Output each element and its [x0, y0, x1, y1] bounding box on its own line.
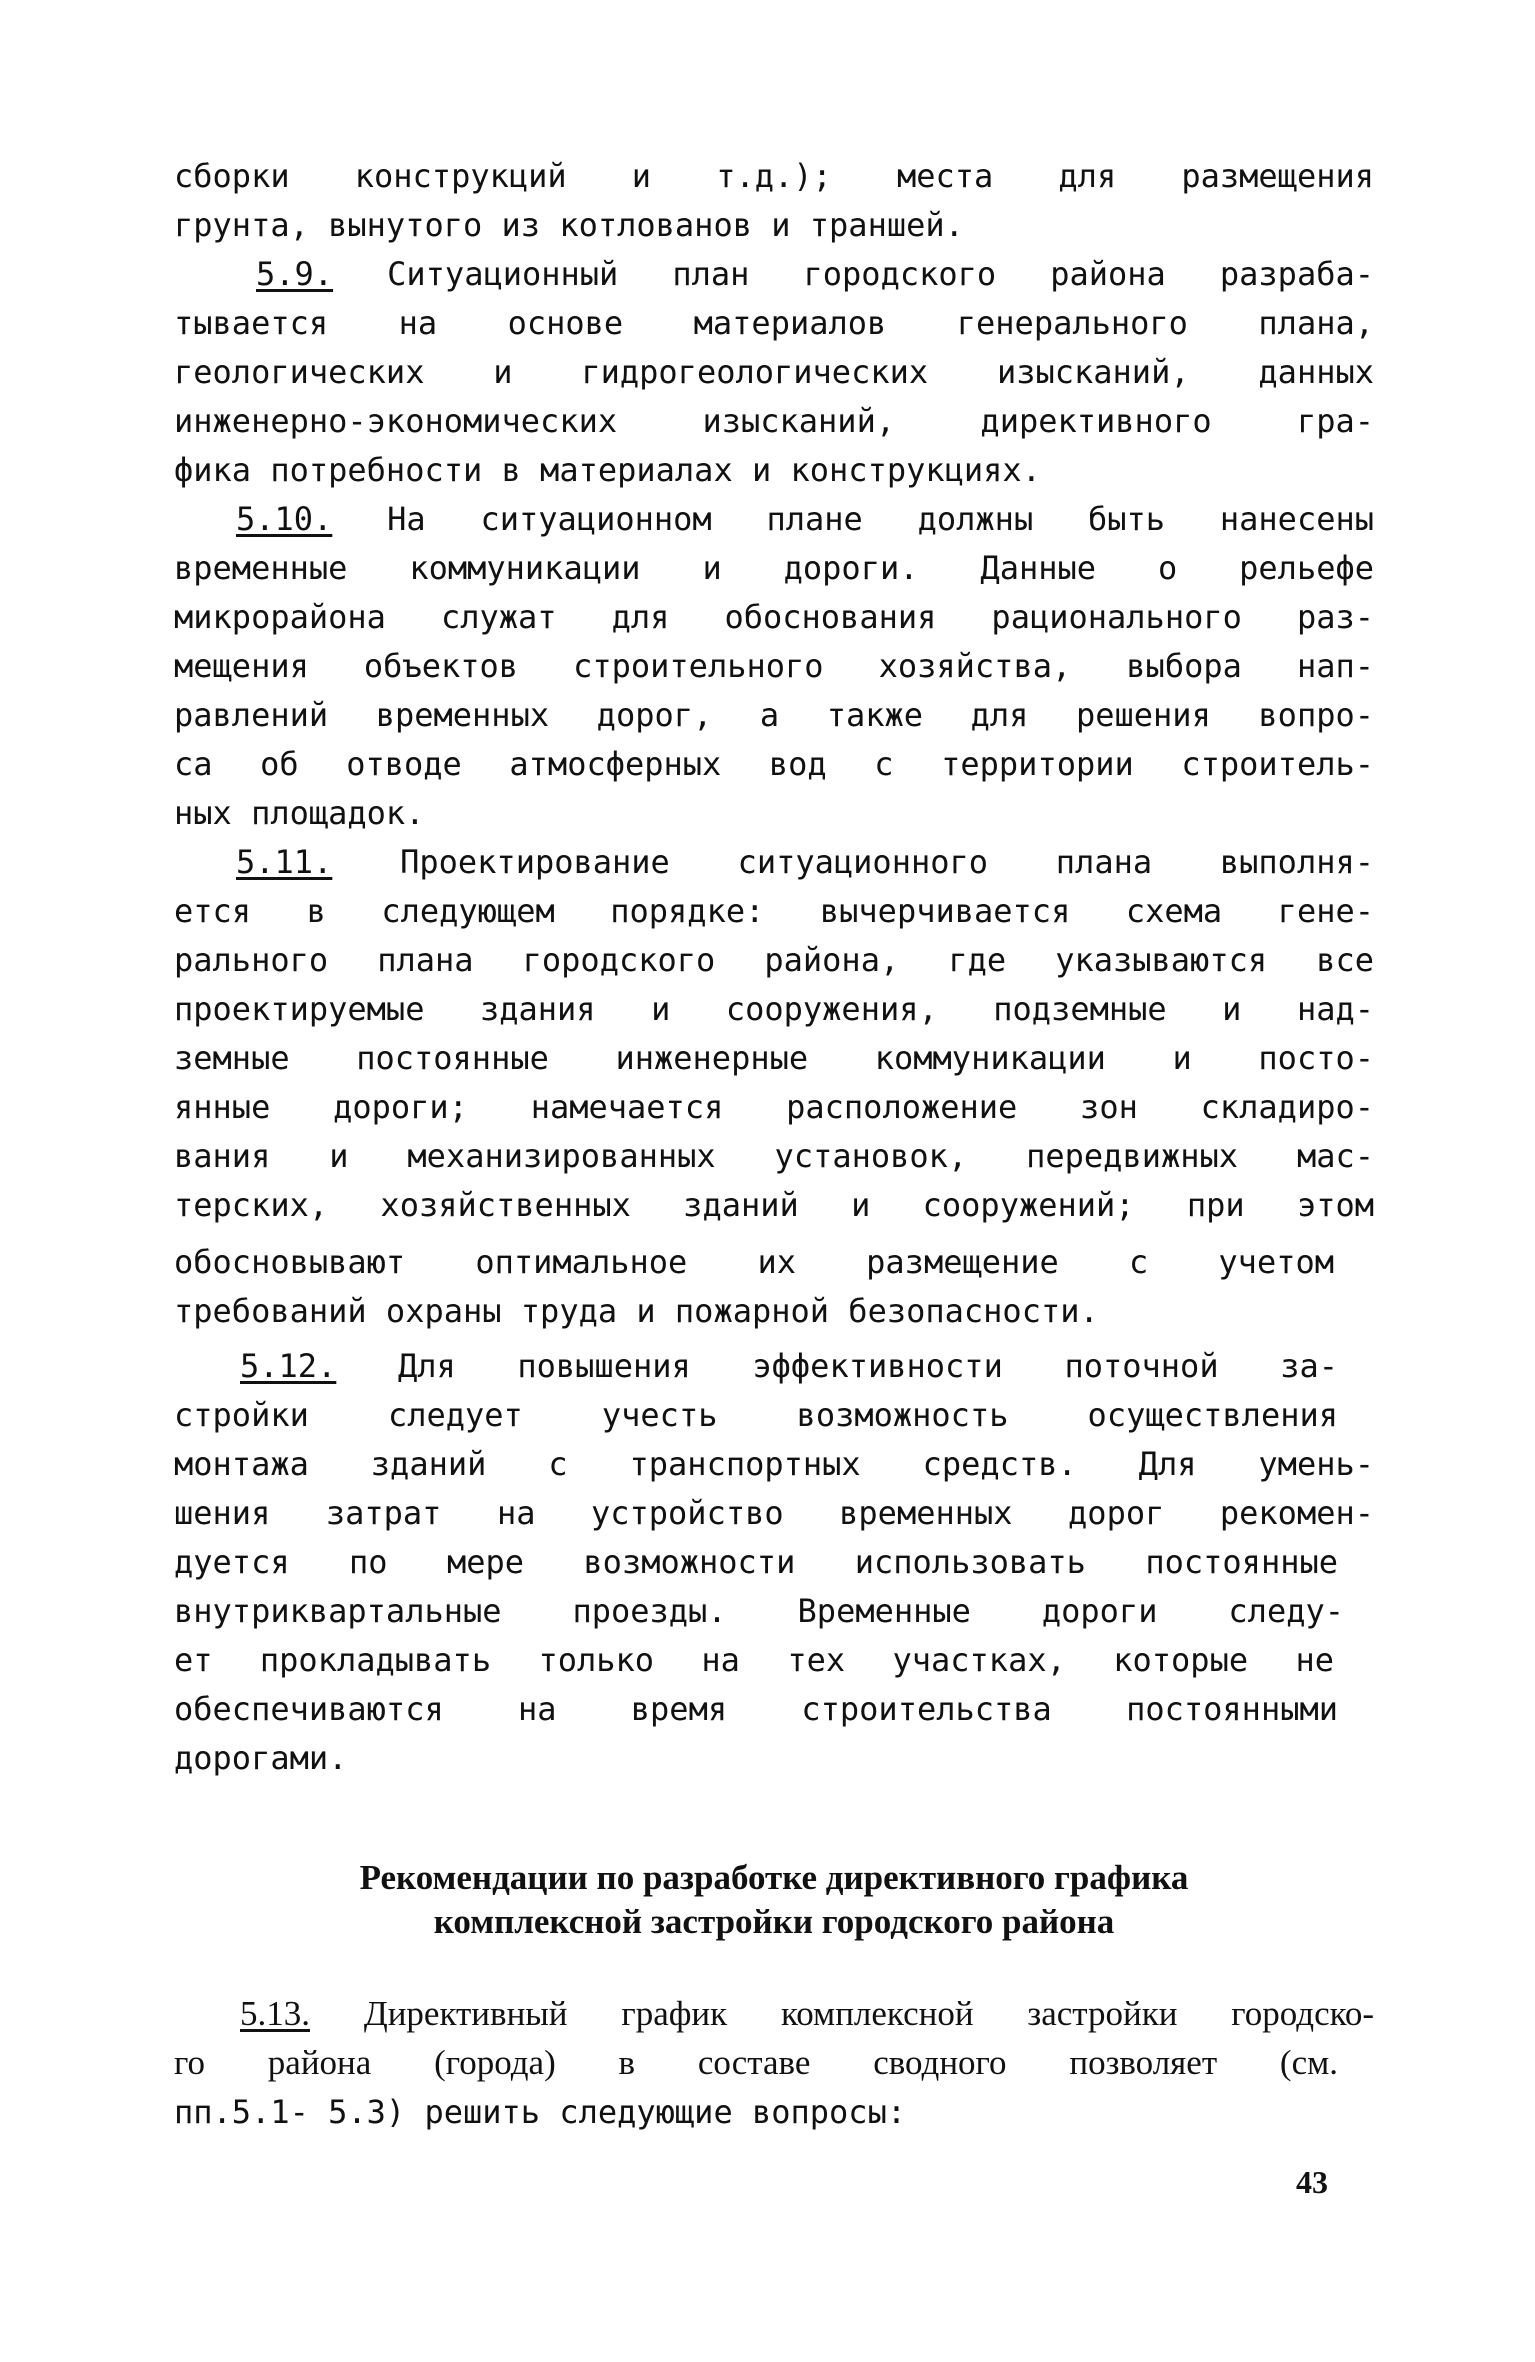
- paragraph-number: 5.12.: [240, 1347, 337, 1385]
- text-line: геологических и гидрогеологических изысканий, данных: [174, 353, 1374, 391]
- text-line: монтажа зданий с транспортных средств. Для умень-: [174, 1445, 1374, 1483]
- text-line: терских, хозяйственных зданий и сооружений; при этом: [174, 1186, 1374, 1224]
- text-line: вания и механизированных установок, передвижных мас-: [174, 1137, 1374, 1175]
- text-line: обосновывают оптимальное их размещение с учетом: [174, 1243, 1334, 1281]
- paragraph-5-9-first-line: 5.9. Ситуационный план городского района разраба-: [256, 255, 1374, 293]
- text-line: сборки конструкций и т.д.); места для размещения: [174, 157, 1374, 195]
- page-number: 43: [1296, 2164, 1328, 2200]
- text-line: земные постоянные инженерные коммуникации и посто-: [174, 1039, 1374, 1077]
- text-line: дуется по мере возможности использовать постоянные: [174, 1543, 1338, 1581]
- paragraph-5-10-first-line: 5.10. На ситуационном плане должны быть нанесены: [236, 500, 1375, 538]
- paragraph-number: 5.9.: [256, 255, 334, 293]
- text-line: пп.5.1- 5.3) решить следующие вопросы:: [174, 2093, 907, 2131]
- text-line: янные дороги; намечается расположение зон складиро-: [174, 1088, 1374, 1126]
- text-line: внутриквартальные проезды. Временные дороги следу-: [174, 1592, 1344, 1630]
- text-line: микрорайона служат для обоснования рационального раз-: [174, 598, 1374, 636]
- text-line: проектируемые здания и сооружения, подземные и над-: [174, 990, 1374, 1028]
- text-line: равлений временных дорог, а также для решения вопро-: [174, 696, 1374, 734]
- text-line: тывается на основе материалов генерального плана,: [174, 304, 1374, 342]
- paragraph-number: 5.10.: [236, 500, 333, 538]
- paragraph-5-11-first-line: 5.11. Проектирование ситуационного плана выполня-: [236, 843, 1375, 881]
- paragraph-number: 5.13.: [240, 1994, 310, 2033]
- text-line: ных площадок.: [174, 794, 425, 832]
- paragraph-5-13-first-line: 5.13. Директивный график комплексной застройки городско-: [240, 1994, 1374, 2033]
- text-line: грунта, вынутого из котлованов и траншей.: [174, 206, 964, 244]
- text-line: ет прокладывать только на тех участках, которые не: [174, 1641, 1334, 1679]
- section-heading-line-2: комплексной застройки городского района: [433, 1902, 1115, 1941]
- section-heading-line-1: Рекомендации по разработке директивного графика: [359, 1858, 1189, 1897]
- paragraph-number: 5.11.: [236, 843, 333, 881]
- paragraph-5-12-first-line: 5.12. Для повышения эффективности поточной за-: [240, 1347, 1339, 1385]
- text-line: фика потребности в материалах и конструкциях.: [174, 451, 1041, 489]
- text-line: го района (города) в составе сводного позволяет (см.: [174, 2043, 1338, 2082]
- text-line: мещения объектов строительного хозяйства, выбора нап-: [174, 647, 1374, 685]
- text-line: стройки следует учесть возможность осуществления: [174, 1396, 1338, 1434]
- text-line: ется в следующем порядке: вычерчивается схема гене-: [174, 892, 1374, 930]
- text-line: обеспечиваются на время строительства постоянными: [174, 1690, 1338, 1728]
- text-line: инженерно-экономических изысканий, директивного гра-: [174, 402, 1374, 440]
- text-line: требований охраны труда и пожарной безопасности.: [174, 1292, 1099, 1330]
- text-line: рального плана городского района, где указываются все: [174, 941, 1374, 979]
- text-line: са об отводе атмосферных вод с территории строитель-: [174, 745, 1374, 783]
- text-line: дорогами.: [174, 1739, 348, 1777]
- text-line: шения затрат на устройство временных дорог рекомен-: [174, 1494, 1374, 1532]
- text-line: временные коммуникации и дороги. Данные о рельефе: [174, 549, 1374, 587]
